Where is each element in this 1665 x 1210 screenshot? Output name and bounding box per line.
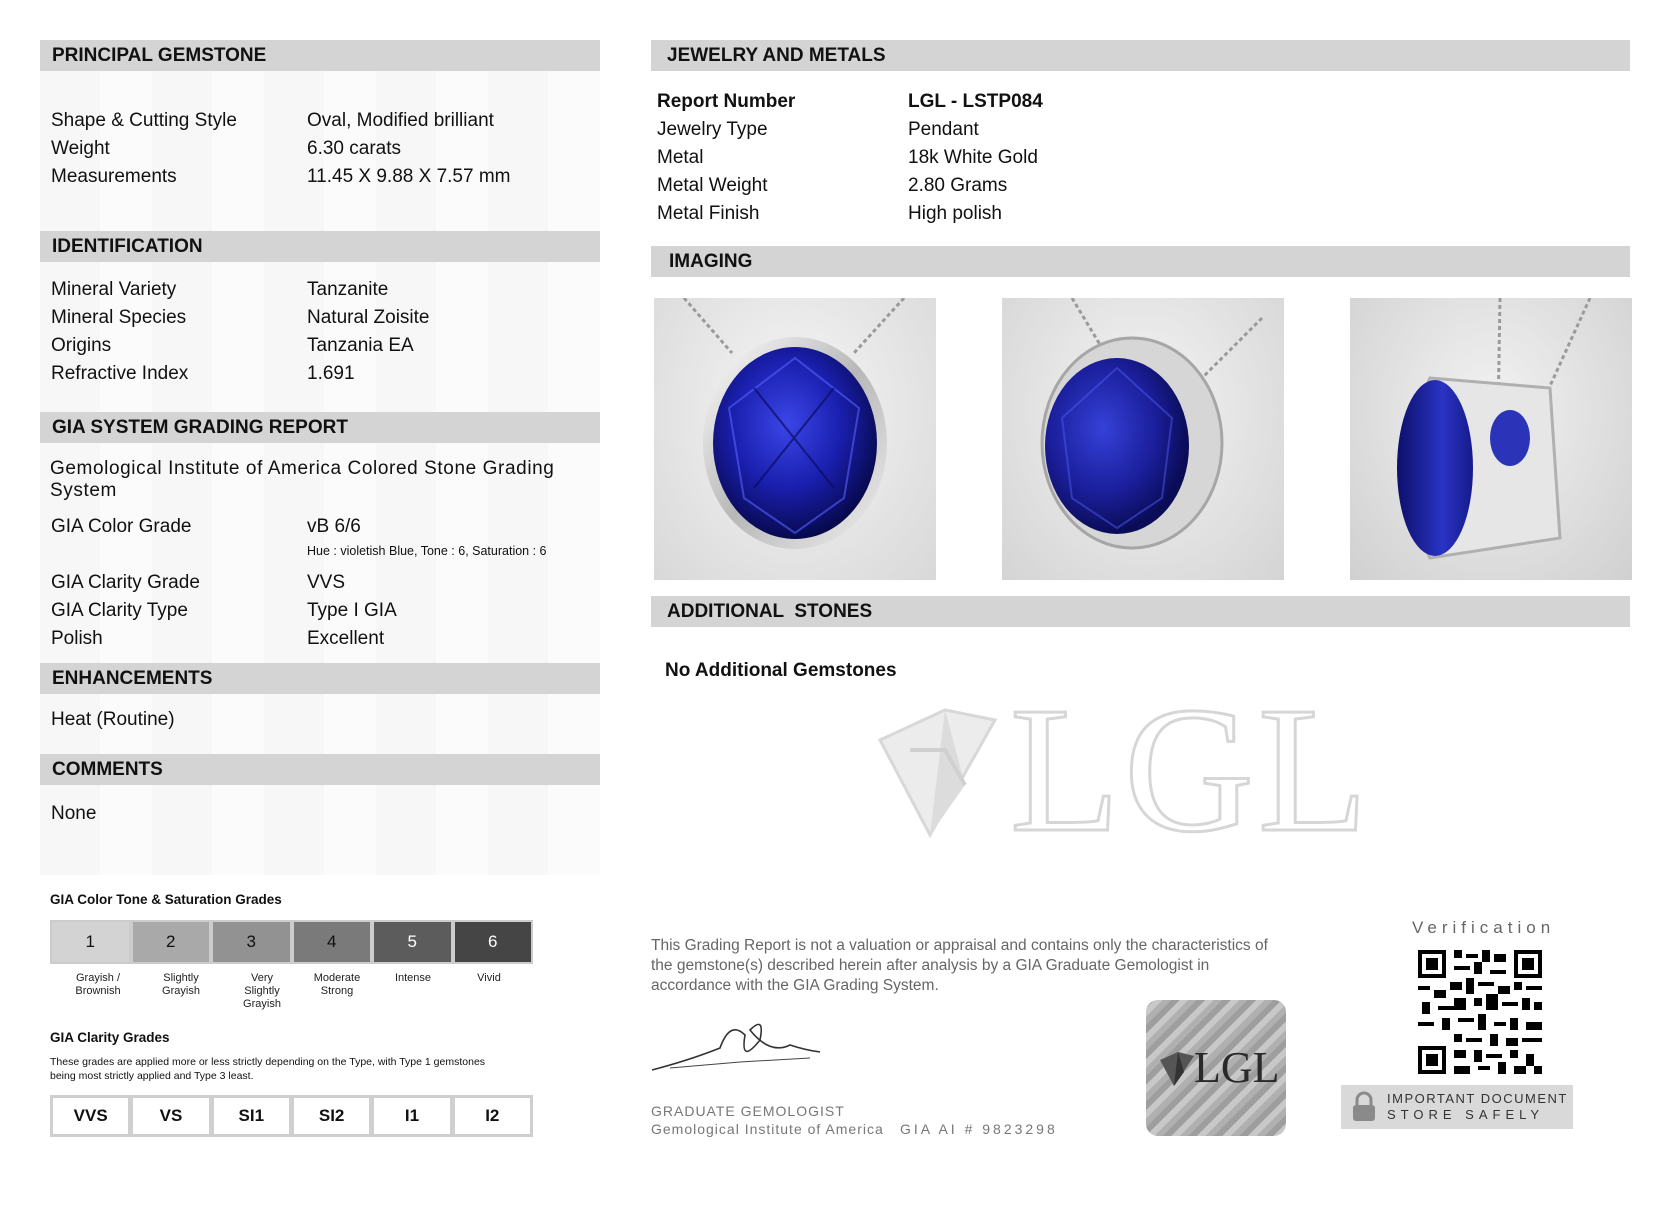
hue-note: Hue : violetish Blue, Tone : 6, Saturation : 6 (307, 544, 547, 558)
verification-title: Verification (1412, 918, 1556, 937)
clarity-grade-i2: I2 (455, 1098, 530, 1134)
important-line1: IMPORTANT DOCUMENT (1387, 1091, 1568, 1106)
hologram-seal (1146, 1000, 1286, 1136)
lock-icon (1351, 1091, 1377, 1123)
additional-stones-value: No Additional Gemstones (665, 660, 897, 681)
gemologist-org: Gemological Institute of America (651, 1121, 884, 1137)
imaging-header: IMAGING (651, 246, 1630, 277)
tone-label-4: Moderate Strong (313, 972, 361, 997)
gia-color-grade-value: vB 6/6 (307, 516, 361, 537)
mineral-variety-label: Mineral Variety (51, 279, 177, 300)
tone-label-3: Very Slightly Grayish (243, 972, 281, 1010)
gia-clarity-type-value: Type I GIA (307, 600, 397, 621)
comments-value: None (51, 803, 97, 824)
origins-label: Origins (51, 335, 112, 356)
tone-scale (50, 920, 533, 964)
clarity-scale-title: GIA Clarity Grades (50, 1030, 170, 1045)
refractive-index-label: Refractive Index (51, 363, 189, 384)
mineral-species-value: Natural Zoisite (307, 307, 430, 328)
additional-stones-header: ADDITIONAL STONES (651, 596, 1630, 627)
jewelry-type-label: Jewelry Type (657, 119, 768, 140)
clarity-grade-vs: VS (133, 1098, 208, 1134)
origins-value: Tanzania EA (307, 335, 414, 356)
important-document-box (1341, 1085, 1573, 1129)
report-number-label: Report Number (657, 91, 796, 112)
metal-weight-label: Metal Weight (657, 175, 768, 196)
gia-clarity-grade-value: VVS (307, 572, 346, 593)
refractive-index-value: 1.691 (307, 363, 355, 384)
tone-label-2: Slightly Grayish (162, 972, 200, 997)
metal-value: 18k White Gold (908, 147, 1038, 168)
clarity-grade-vvs: VVS (53, 1098, 128, 1134)
gia-grading-header: GIA SYSTEM GRADING REPORT (40, 412, 600, 443)
tone-grade-4: 4 (294, 922, 371, 962)
clarity-grade-si1: SI1 (214, 1098, 289, 1134)
comments-header: COMMENTS (40, 754, 600, 785)
gia-system-text: Gemological Institute of America Colored Stone Grading System (50, 458, 555, 501)
mineral-species-label: Mineral Species (51, 307, 187, 328)
signature (650, 1010, 830, 1085)
pendant-photo-angled (1002, 298, 1284, 580)
tone-grade-3: 3 (213, 922, 290, 962)
gemologist-id: GIA AI # 9823298 (900, 1121, 1058, 1137)
gia-clarity-type-label: GIA Clarity Type (51, 600, 188, 621)
tone-grade-5: 5 (374, 922, 451, 962)
clarity-grade-i1: I1 (374, 1098, 449, 1134)
weight-value: 6.30 carats (307, 138, 401, 159)
disclaimer-text: This Grading Report is not a valuation or appraisal and contains only the characteristics of the gemstone(s) described herein after analysis by a GIA Graduate Gemologist in accordance with the GIA Grading System. (651, 937, 1268, 994)
measurements-label: Measurements (51, 166, 177, 187)
lgl-logo (870, 670, 1372, 869)
enhancements-value: Heat (Routine) (51, 709, 175, 730)
tone-grade-2: 2 (133, 922, 210, 962)
enhancements-header: ENHANCEMENTS (40, 663, 600, 694)
principal-gemstone-header: PRINCIPAL GEMSTONE (40, 40, 600, 71)
tone-grade-6: 6 (455, 922, 532, 962)
mineral-variety-value: Tanzanite (307, 279, 389, 300)
clarity-scale (50, 1095, 533, 1137)
jewelry-metals-header: JEWELRY AND METALS (651, 40, 1630, 71)
metal-weight-value: 2.80 Grams (908, 175, 1008, 196)
metal-finish-value: High polish (908, 203, 1002, 224)
tone-label-5: Intense (394, 972, 432, 984)
gemologist-role: GRADUATE GEMOLOGIST (651, 1103, 845, 1119)
qr-code[interactable] (1418, 950, 1542, 1074)
jewelry-type-value: Pendant (908, 119, 979, 140)
weight-label: Weight (51, 138, 110, 159)
metal-finish-label: Metal Finish (657, 203, 760, 224)
clarity-grade-si2: SI2 (294, 1098, 369, 1134)
gia-color-grade-label: GIA Color Grade (51, 516, 192, 537)
metal-label: Metal (657, 147, 704, 168)
shape-value: Oval, Modified brilliant (307, 110, 494, 131)
shape-label: Shape & Cutting Style (51, 110, 237, 131)
important-line2: STORE SAFELY (1387, 1107, 1545, 1122)
polish-value: Excellent (307, 628, 385, 649)
identification-header: IDENTIFICATION (40, 231, 600, 262)
polish-label: Polish (51, 628, 103, 649)
hologram-text: LGL (1194, 1043, 1280, 1092)
lgl-logo-text: LGL (1010, 670, 1372, 869)
tone-scale-title: GIA Color Tone & Saturation Grades (50, 892, 282, 907)
gia-clarity-grade-label: GIA Clarity Grade (51, 572, 200, 593)
pendant-photo-side (1350, 298, 1632, 580)
report-number-value: LGL - LSTP084 (908, 91, 1043, 112)
tone-label-1: Grayish / Brownish (75, 972, 121, 997)
tone-grade-1: 1 (52, 922, 129, 962)
pendant-photo-front (654, 298, 936, 580)
measurements-value: 11.45 X 9.88 X 7.57 mm (307, 166, 511, 187)
tone-label-6: Vivid (477, 972, 501, 984)
left-watermark-5 (40, 785, 600, 875)
clarity-scale-note: These grades are applied more or less strictly depending on the Type, with Type 1 gemstones being most strictly applied and Type 3 least. (50, 1056, 486, 1082)
